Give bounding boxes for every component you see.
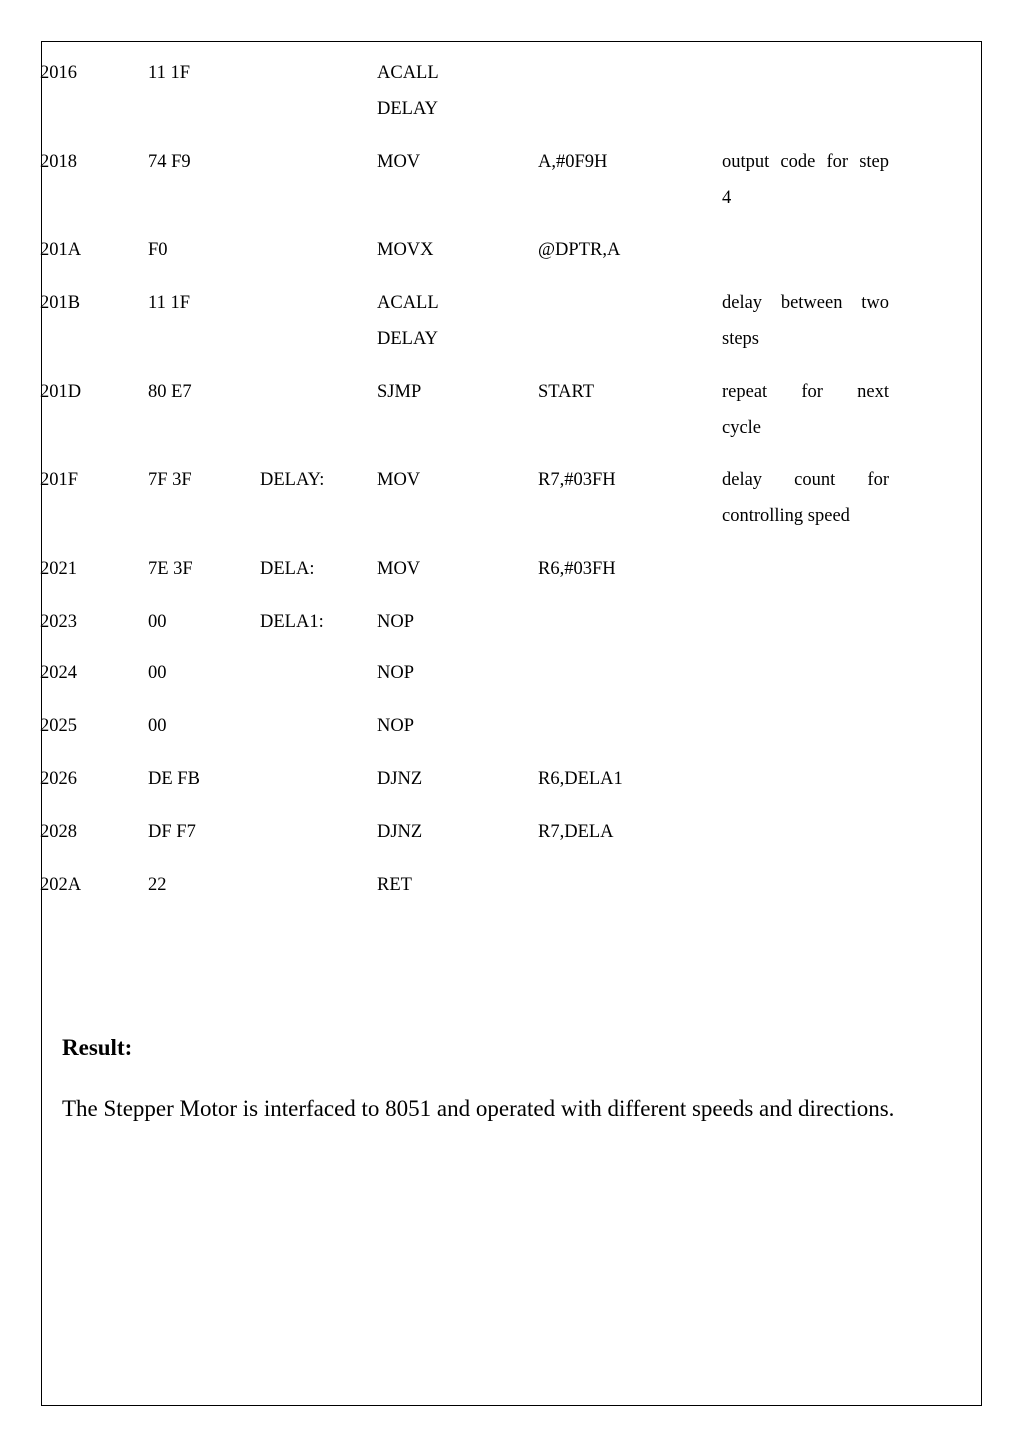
operand-cell: A,#0F9H [538,152,608,172]
opcode-cell: 7F 3F [148,470,192,490]
mnemonic-line: SJMP [377,382,422,402]
opcode-cell: 80 E7 [148,382,192,402]
comment-line: delay count for [722,470,889,490]
address-cell: 2024 [40,663,77,683]
mnemonic-line: DELAY [377,329,438,349]
address-cell: 2026 [40,769,77,789]
address-cell: 201B [40,293,81,313]
page-border [41,41,982,1406]
mnemonic-line: MOVX [377,240,434,260]
label-cell: DELA1: [260,612,324,632]
operand-cell: R7,DELA [538,822,614,842]
mnemonic-line: MOV [377,559,421,579]
address-cell: 2028 [40,822,77,842]
mnemonic-cell [377,55,439,127]
address-cell: 2021 [40,559,77,579]
comment-line: output code for step [722,152,889,172]
mnemonic-cell [377,604,414,640]
comment-line: controlling speed [722,506,850,526]
label-cell: DELA: [260,559,315,579]
comment-line: repeat for next [722,382,889,402]
address-cell: 2016 [40,63,77,83]
opcode-cell: 00 [148,716,167,736]
opcode-cell: DE FB [148,769,200,789]
result-text: The Stepper Motor is interfaced to 8051 and operated with different speeds and directions. [62,1096,895,1121]
mnemonic-cell [377,708,414,744]
operand-cell: @DPTR,A [538,240,621,260]
mnemonic-line: DELAY [377,99,438,119]
operand-cell: R6,#03FH [538,559,616,579]
address-cell: 201D [40,382,82,402]
address-cell: 2025 [40,716,77,736]
operand-cell: START [538,382,594,402]
opcode-cell: DF F7 [148,822,196,842]
address-cell: 201F [40,470,79,490]
mnemonic-line: NOP [377,612,415,632]
opcode-cell: 11 1F [148,63,190,83]
address-cell: 2018 [40,152,77,172]
mnemonic-cell [377,232,434,268]
comment-line: steps [722,329,759,349]
opcode-cell: 22 [148,875,167,895]
operand-cell: R7,#03FH [538,470,616,490]
address-cell: 201A [40,240,82,260]
mnemonic-line: ACALL [377,63,439,83]
comment-line: cycle [722,418,762,438]
mnemonic-cell [377,655,414,691]
mnemonic-cell [377,761,422,797]
opcode-cell: F0 [148,240,168,260]
mnemonic-line: DJNZ [377,822,423,842]
mnemonic-line: MOV [377,152,421,172]
mnemonic-cell [377,814,422,850]
comment-cell [722,374,889,446]
mnemonic-line: NOP [377,716,415,736]
operand-cell: R6,DELA1 [538,769,623,789]
result-heading: Result: [62,1035,133,1060]
mnemonic-line: MOV [377,470,421,490]
opcode-cell: 7E 3F [148,559,193,579]
opcode-cell: 00 [148,663,167,683]
mnemonic-line: NOP [377,663,415,683]
opcode-cell: 11 1F [148,293,190,313]
comment-line: 4 [722,188,732,208]
mnemonic-cell [377,551,420,587]
mnemonic-cell [377,867,412,903]
mnemonic-cell [377,144,420,180]
mnemonic-line: RET [377,875,412,895]
label-cell: DELAY: [260,470,325,490]
mnemonic-line: ACALL [377,293,439,313]
comment-cell [722,144,889,216]
address-cell: 2023 [40,612,77,632]
comment-line: delay between two [722,293,889,313]
mnemonic-cell [377,462,420,498]
mnemonic-line: DJNZ [377,769,423,789]
opcode-cell: 74 F9 [148,152,191,172]
comment-cell [722,462,889,534]
mnemonic-cell [377,285,439,357]
opcode-cell: 00 [148,612,167,632]
comment-cell [722,285,889,357]
address-cell: 202A [40,875,82,895]
mnemonic-cell [377,374,421,410]
